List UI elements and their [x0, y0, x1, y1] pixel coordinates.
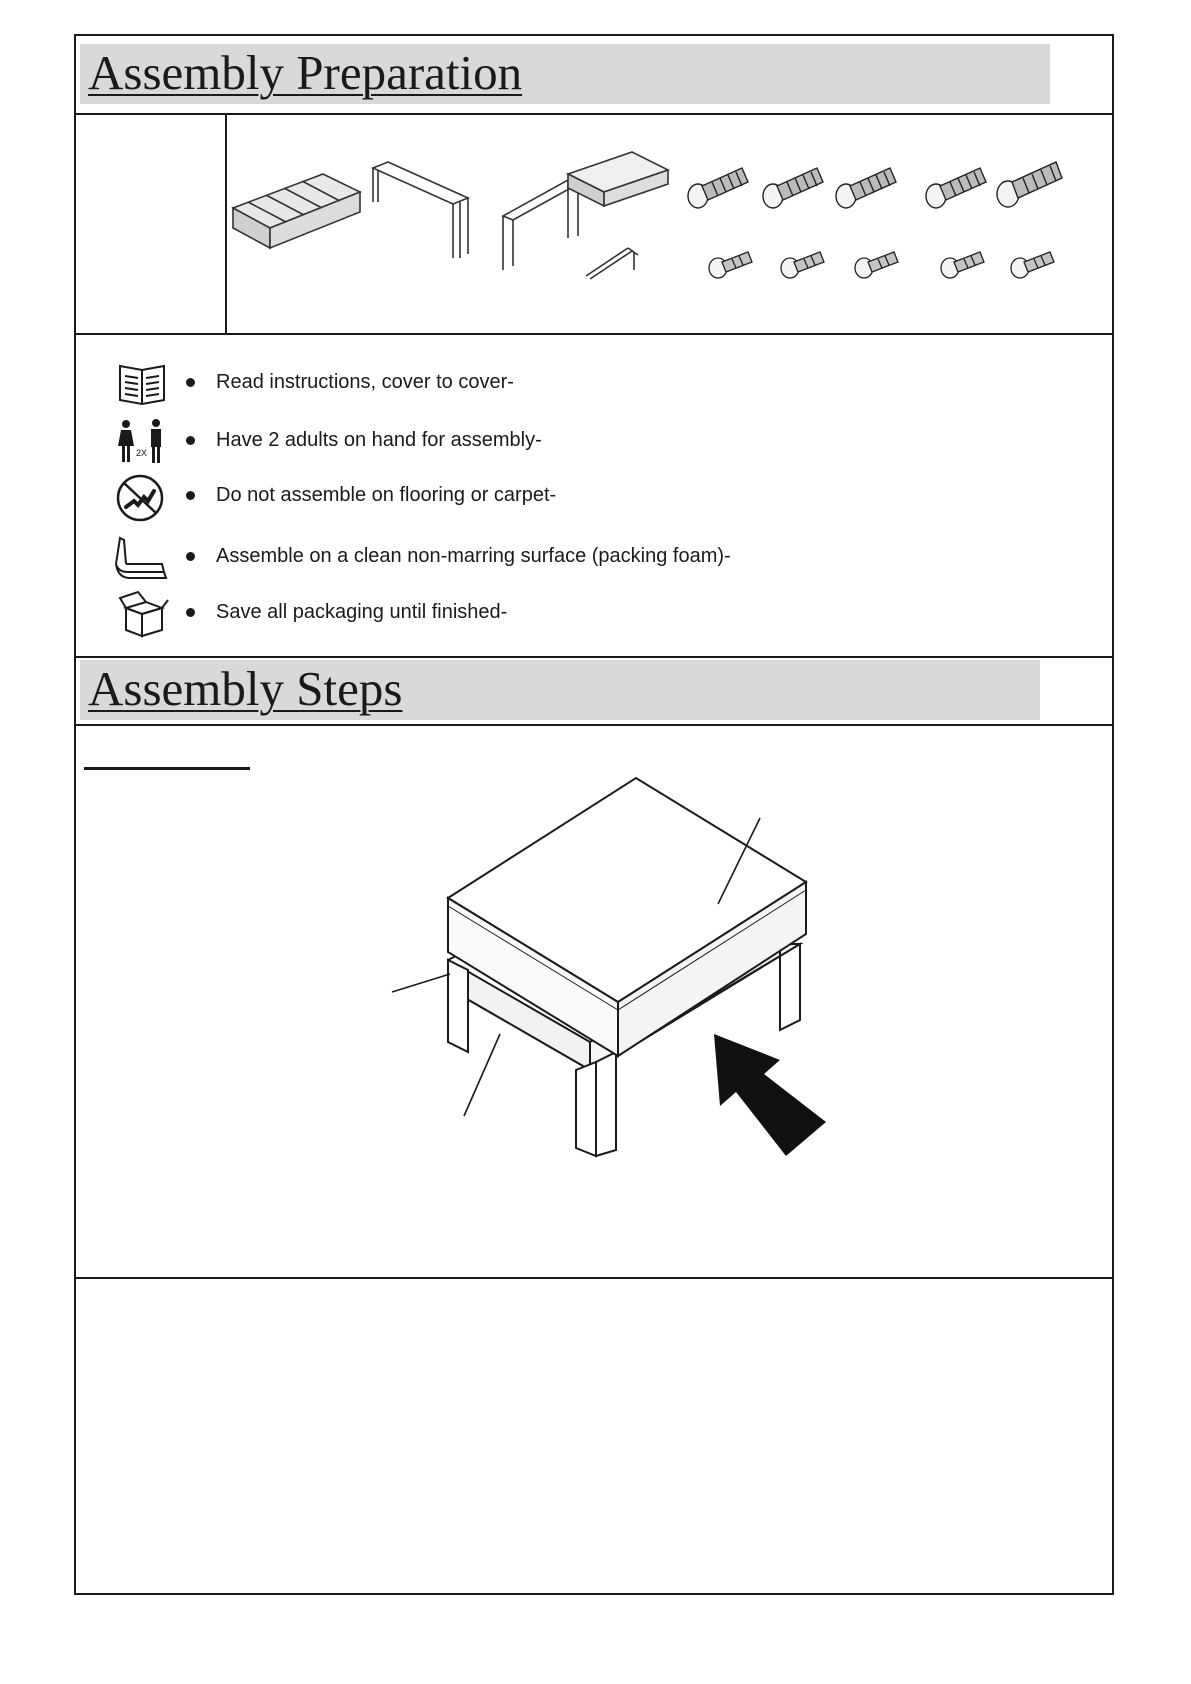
two-adults-icon — [112, 418, 172, 468]
book-icon — [112, 360, 172, 410]
parts-column-divider — [225, 113, 227, 333]
bullet — [186, 378, 195, 387]
allen-key-icon — [586, 248, 638, 279]
instruction-item — [112, 534, 1012, 584]
instruction-text: Save all packaging until finished- — [216, 601, 508, 623]
large-bolt-icon — [926, 168, 986, 208]
base-frame-icon — [233, 174, 360, 248]
large-bolt-icon — [688, 168, 748, 208]
step-heading-underline — [84, 767, 250, 770]
bullet — [186, 491, 195, 500]
small-bolt-icon — [855, 252, 898, 278]
top-panel-icon — [568, 152, 668, 206]
steps-title: Assembly Steps — [88, 661, 403, 716]
side-frame-icon — [503, 180, 578, 270]
small-bolt-icon — [941, 252, 984, 278]
two-adults-label: 2X — [136, 448, 148, 458]
divider — [74, 656, 1114, 658]
large-bolts — [688, 162, 1062, 208]
step-illustration — [340, 770, 860, 1170]
bullet — [186, 608, 195, 617]
instruction-item — [112, 360, 1012, 410]
small-bolt-icon — [1011, 252, 1054, 278]
divider — [74, 333, 1114, 335]
box-icon — [112, 590, 172, 640]
preparation-title: Assembly Preparation — [88, 45, 523, 100]
large-bolt-icon — [997, 162, 1062, 207]
small-bolt-icon — [781, 252, 824, 278]
foam-icon — [112, 534, 172, 584]
instruction-text: Have 2 adults on hand for assembly- — [216, 429, 542, 451]
front-left-leg — [448, 960, 468, 1052]
divider — [74, 113, 1114, 115]
parts-illustration — [228, 136, 1114, 336]
instruction-text: Do not assemble on flooring or carpet- — [216, 484, 557, 506]
large-bolt-icon — [763, 168, 823, 208]
bullet — [186, 436, 195, 445]
insert-arrow-icon — [714, 1034, 826, 1156]
instruction-text: Read instructions, cover to cover- — [216, 371, 514, 393]
preparation-banner — [80, 44, 1050, 104]
steps-banner — [80, 660, 1040, 720]
small-bolts — [709, 252, 1054, 278]
side-frame-icon — [373, 162, 468, 258]
bullet — [186, 552, 195, 561]
small-bolt-icon — [709, 252, 752, 278]
instruction-item — [112, 473, 1012, 523]
divider — [74, 1277, 1114, 1279]
divider — [74, 724, 1114, 726]
large-bolt-icon — [836, 168, 896, 208]
instruction-text: Assemble on a clean non-marring surface (packing foam)- — [216, 545, 731, 567]
back-leg — [780, 944, 800, 1030]
no-carpet-icon — [112, 473, 172, 523]
instruction-item — [112, 590, 1012, 640]
instruction-item — [112, 418, 1012, 468]
front-middle-leg — [596, 1052, 616, 1156]
